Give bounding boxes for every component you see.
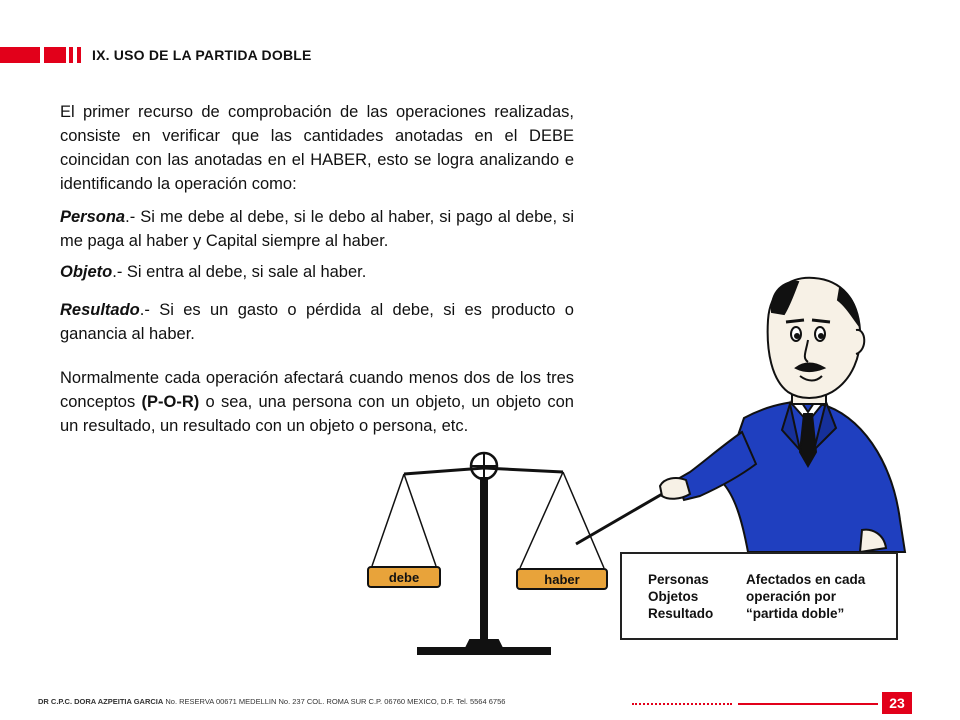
por-bold: (P-O-R): [141, 393, 200, 411]
por-text-before: Normalmente cada operación afectará cuando menos dos de los tres conceptos: [60, 369, 574, 411]
right-pan-label: haber: [544, 572, 580, 587]
resultado-term: Resultado: [60, 301, 140, 319]
footer-rule: [738, 703, 878, 705]
intro-paragraph: El primer recurso de comprobación de las operaciones realizadas, consiste en verificar que las cantidades anotadas en el DEBE coincidan con las anotadas en el HABER, esto se logra analizando e identificando la operación como:: [60, 103, 574, 193]
right-pan: [517, 569, 607, 589]
concept-objetos: Objetos: [648, 589, 699, 604]
section-title: IX. USO DE LA PARTIDA DOBLE: [92, 47, 312, 63]
footer-text: [38, 697, 505, 706]
description-line-3: “partida doble”: [746, 606, 845, 621]
description-line-2: operación por: [746, 589, 837, 604]
footer-address: No. RESERVA 00671 MEDELLIN No. 237 COL. ROMA SUR C.P. 06760 MEXICO, D.F. Tel. 5564 6756: [163, 697, 506, 706]
left-pupil: [795, 334, 799, 338]
right-pupil: [819, 334, 823, 338]
por-text-after: o sea, una persona con un objeto, un objeto con un resultado, un resultado con un objeto o persona, etc.: [60, 393, 574, 435]
right-pan-strings: [520, 472, 604, 568]
footer-author: DR C.P.C. DORA AZPEITIA GARCIA: [38, 697, 164, 706]
left-pan: [368, 567, 440, 587]
objeto-text: .- Si entra al debe, si sale al haber.: [112, 263, 367, 281]
objeto-term: Objeto: [60, 263, 113, 281]
description-line-1: Afectados en cada: [746, 572, 866, 587]
scale-column: [481, 478, 487, 642]
balance-scale: [372, 453, 604, 654]
persona-text: .- Si me debe al debe, si le debo al haber, si pago al debe, si me paga al haber y Capital siempre al haber.: [60, 208, 574, 250]
persona-term: Persona: [60, 208, 126, 226]
concepts-box: [620, 552, 898, 640]
footer-dotted-rule: [632, 703, 732, 705]
tie: [800, 414, 816, 466]
ear: [856, 330, 864, 354]
teacher-figure: [660, 278, 905, 552]
concept-resultado: Resultado: [648, 606, 714, 621]
left-pan-strings: [372, 474, 436, 566]
concepts-list: [648, 571, 713, 622]
left-pan-label: debe: [388, 570, 420, 585]
resultado-text: .- Si es un gasto o pérdida al debe, si es producto o ganancia al haber.: [60, 301, 574, 343]
concepts-description: [746, 571, 865, 622]
concept-personas: Personas: [648, 572, 709, 587]
hand: [660, 478, 690, 499]
page-number: 23: [882, 692, 912, 714]
